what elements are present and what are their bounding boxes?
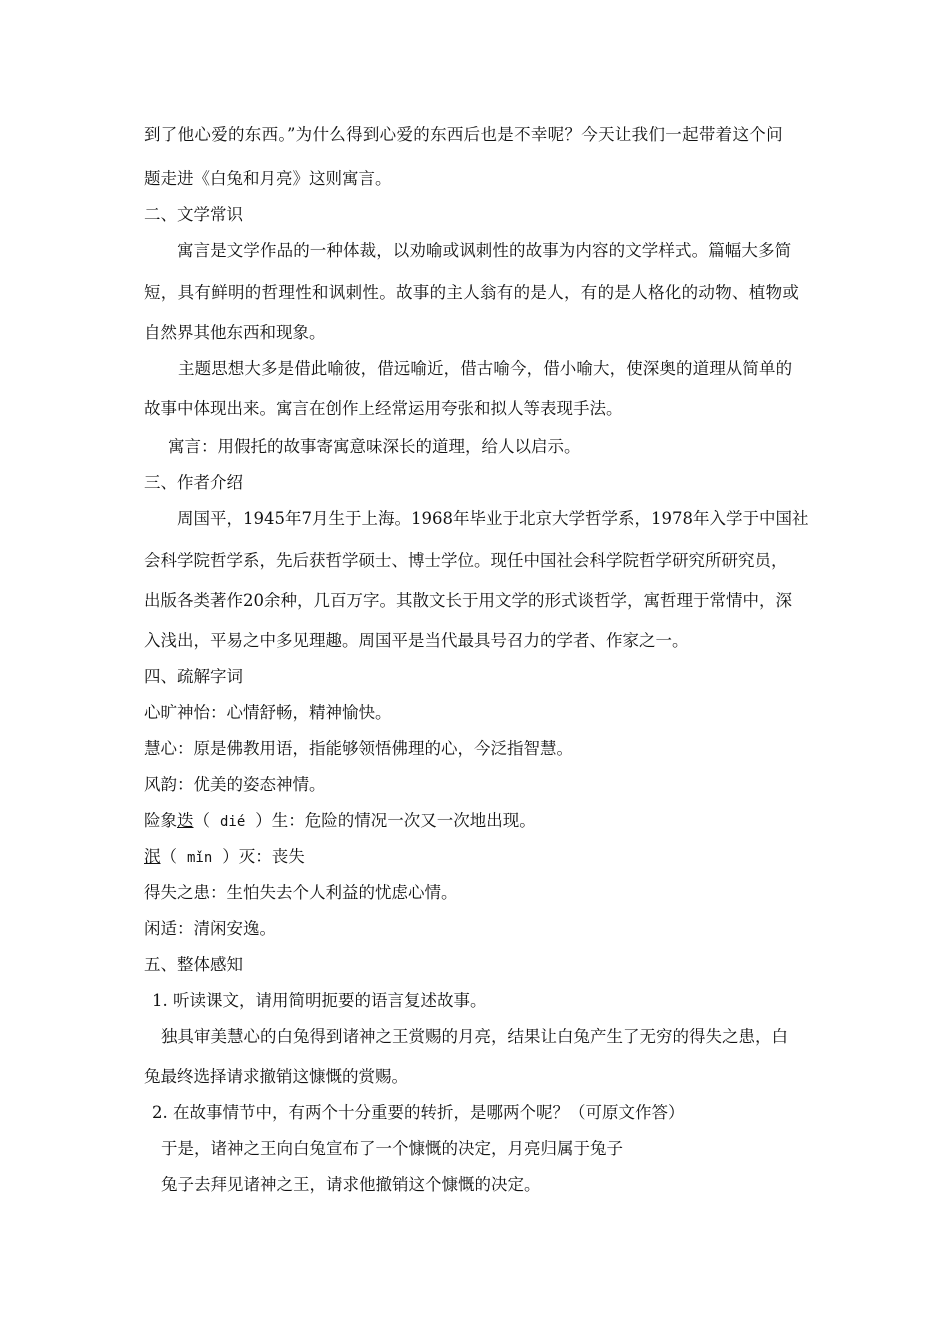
author-line-1: 周国平，1945年7月生于上海。1968年毕业于北京大学哲学系，1978年入学于中国社 [177, 509, 809, 528]
answer-2-line-2: 兔子去拜见诸神之王，请求他撤销这个慷慨的决定。 [161, 1175, 541, 1194]
intro-line-1: 到了他心爱的东西。”为什么得到心爱的东西后也是不幸呢？今天让我们一起带着这个问 [144, 125, 783, 144]
vocab-underlined-char: 泯 [144, 847, 161, 866]
paren-open: （ [193, 811, 210, 830]
vocab-item: 风韵：优美的姿态神情。 [144, 775, 326, 794]
literary-p2-line-1: 主题思想大多是借此喻彼，借远喻近，借古喻今，借小喻大，使深奥的道理从简单的 [178, 359, 793, 378]
vocab-item: 得失之患：生怕失去个人利益的忧虑心情。 [144, 883, 458, 902]
section-heading-vocabulary: 四、疏解字词 [144, 667, 243, 686]
literary-p1-line-3: 自然界其他东西和现象。 [144, 323, 326, 342]
vocab-definition: 生：危险的情况一次又一次地出现。 [271, 811, 536, 830]
vocab-item: 慧心：原是佛教用语，指能够领悟佛理的心，今泛指智慧。 [144, 739, 573, 758]
paren-close: ） [222, 847, 239, 866]
fable-definition: 寓言：用假托的故事寄寓意味深长的道理，给人以启示。 [168, 437, 581, 456]
question-1: 1. 听读课文，请用简明扼要的语言复述故事。 [152, 991, 487, 1010]
author-line-4: 入浅出，平易之中多见理趣。周国平是当代最具号召力的学者、作家之一。 [144, 631, 689, 650]
vocab-item: 闲适：清闲安逸。 [144, 919, 276, 938]
vocab-item [144, 810, 536, 833]
author-line-3: 出版各类著作20余种，几百万字。其散文长于用文学的形式谈哲学，寓哲理于常情中，深 [144, 591, 792, 610]
pinyin: dié [220, 814, 246, 830]
pinyin: mǐn [187, 850, 213, 866]
answer-1-line-1: 独具审美慧心的白兔得到诸神之王赏赐的月亮，结果让白兔产生了无穷的得失之患，白 [161, 1027, 788, 1046]
vocab-item [144, 846, 305, 869]
paren-close: ） [255, 811, 272, 830]
intro-line-2: 题走进《白兔和月亮》这则寓言。 [144, 169, 392, 188]
section-heading-author: 三、作者介绍 [144, 473, 243, 492]
paren-open: （ [160, 847, 177, 866]
vocab-item: 心旷神怡：心情舒畅，精神愉快。 [144, 703, 392, 722]
question-2: 2. 在故事情节中，有两个十分重要的转折，是哪两个呢？（可原文作答） [152, 1103, 685, 1122]
vocab-word-prefix: 险象 [144, 811, 177, 830]
vocab-definition: 灭：丧失 [238, 847, 305, 866]
answer-2-line-1: 于是，诸神之王向白兔宣布了一个慷慨的决定，月亮归属于兔子 [161, 1139, 623, 1158]
literary-p1-line-2: 短，具有鲜明的哲理性和讽刺性。故事的主人翁有的是人，有的是人格化的动物、植物或 [144, 283, 800, 302]
section-heading-overview: 五、整体感知 [144, 955, 243, 974]
literary-p2-line-2: 故事中体现出来。寓言在创作上经常运用夸张和拟人等表现手法。 [144, 399, 623, 418]
vocab-underlined-char: 迭 [177, 811, 194, 830]
author-line-2: 会科学院哲学系，先后获哲学硕士、博士学位。现任中国社会科学院哲学研究所研究员， [144, 551, 788, 570]
literary-p1-line-1: 寓言是文学作品的一种体裁，以劝喻或讽刺性的故事为内容的文学样式。篇幅大多简 [177, 241, 792, 260]
section-heading-literary: 二、文学常识 [144, 205, 243, 224]
answer-1-line-2: 兔最终选择请求撤销这慷慨的赏赐。 [144, 1067, 408, 1086]
